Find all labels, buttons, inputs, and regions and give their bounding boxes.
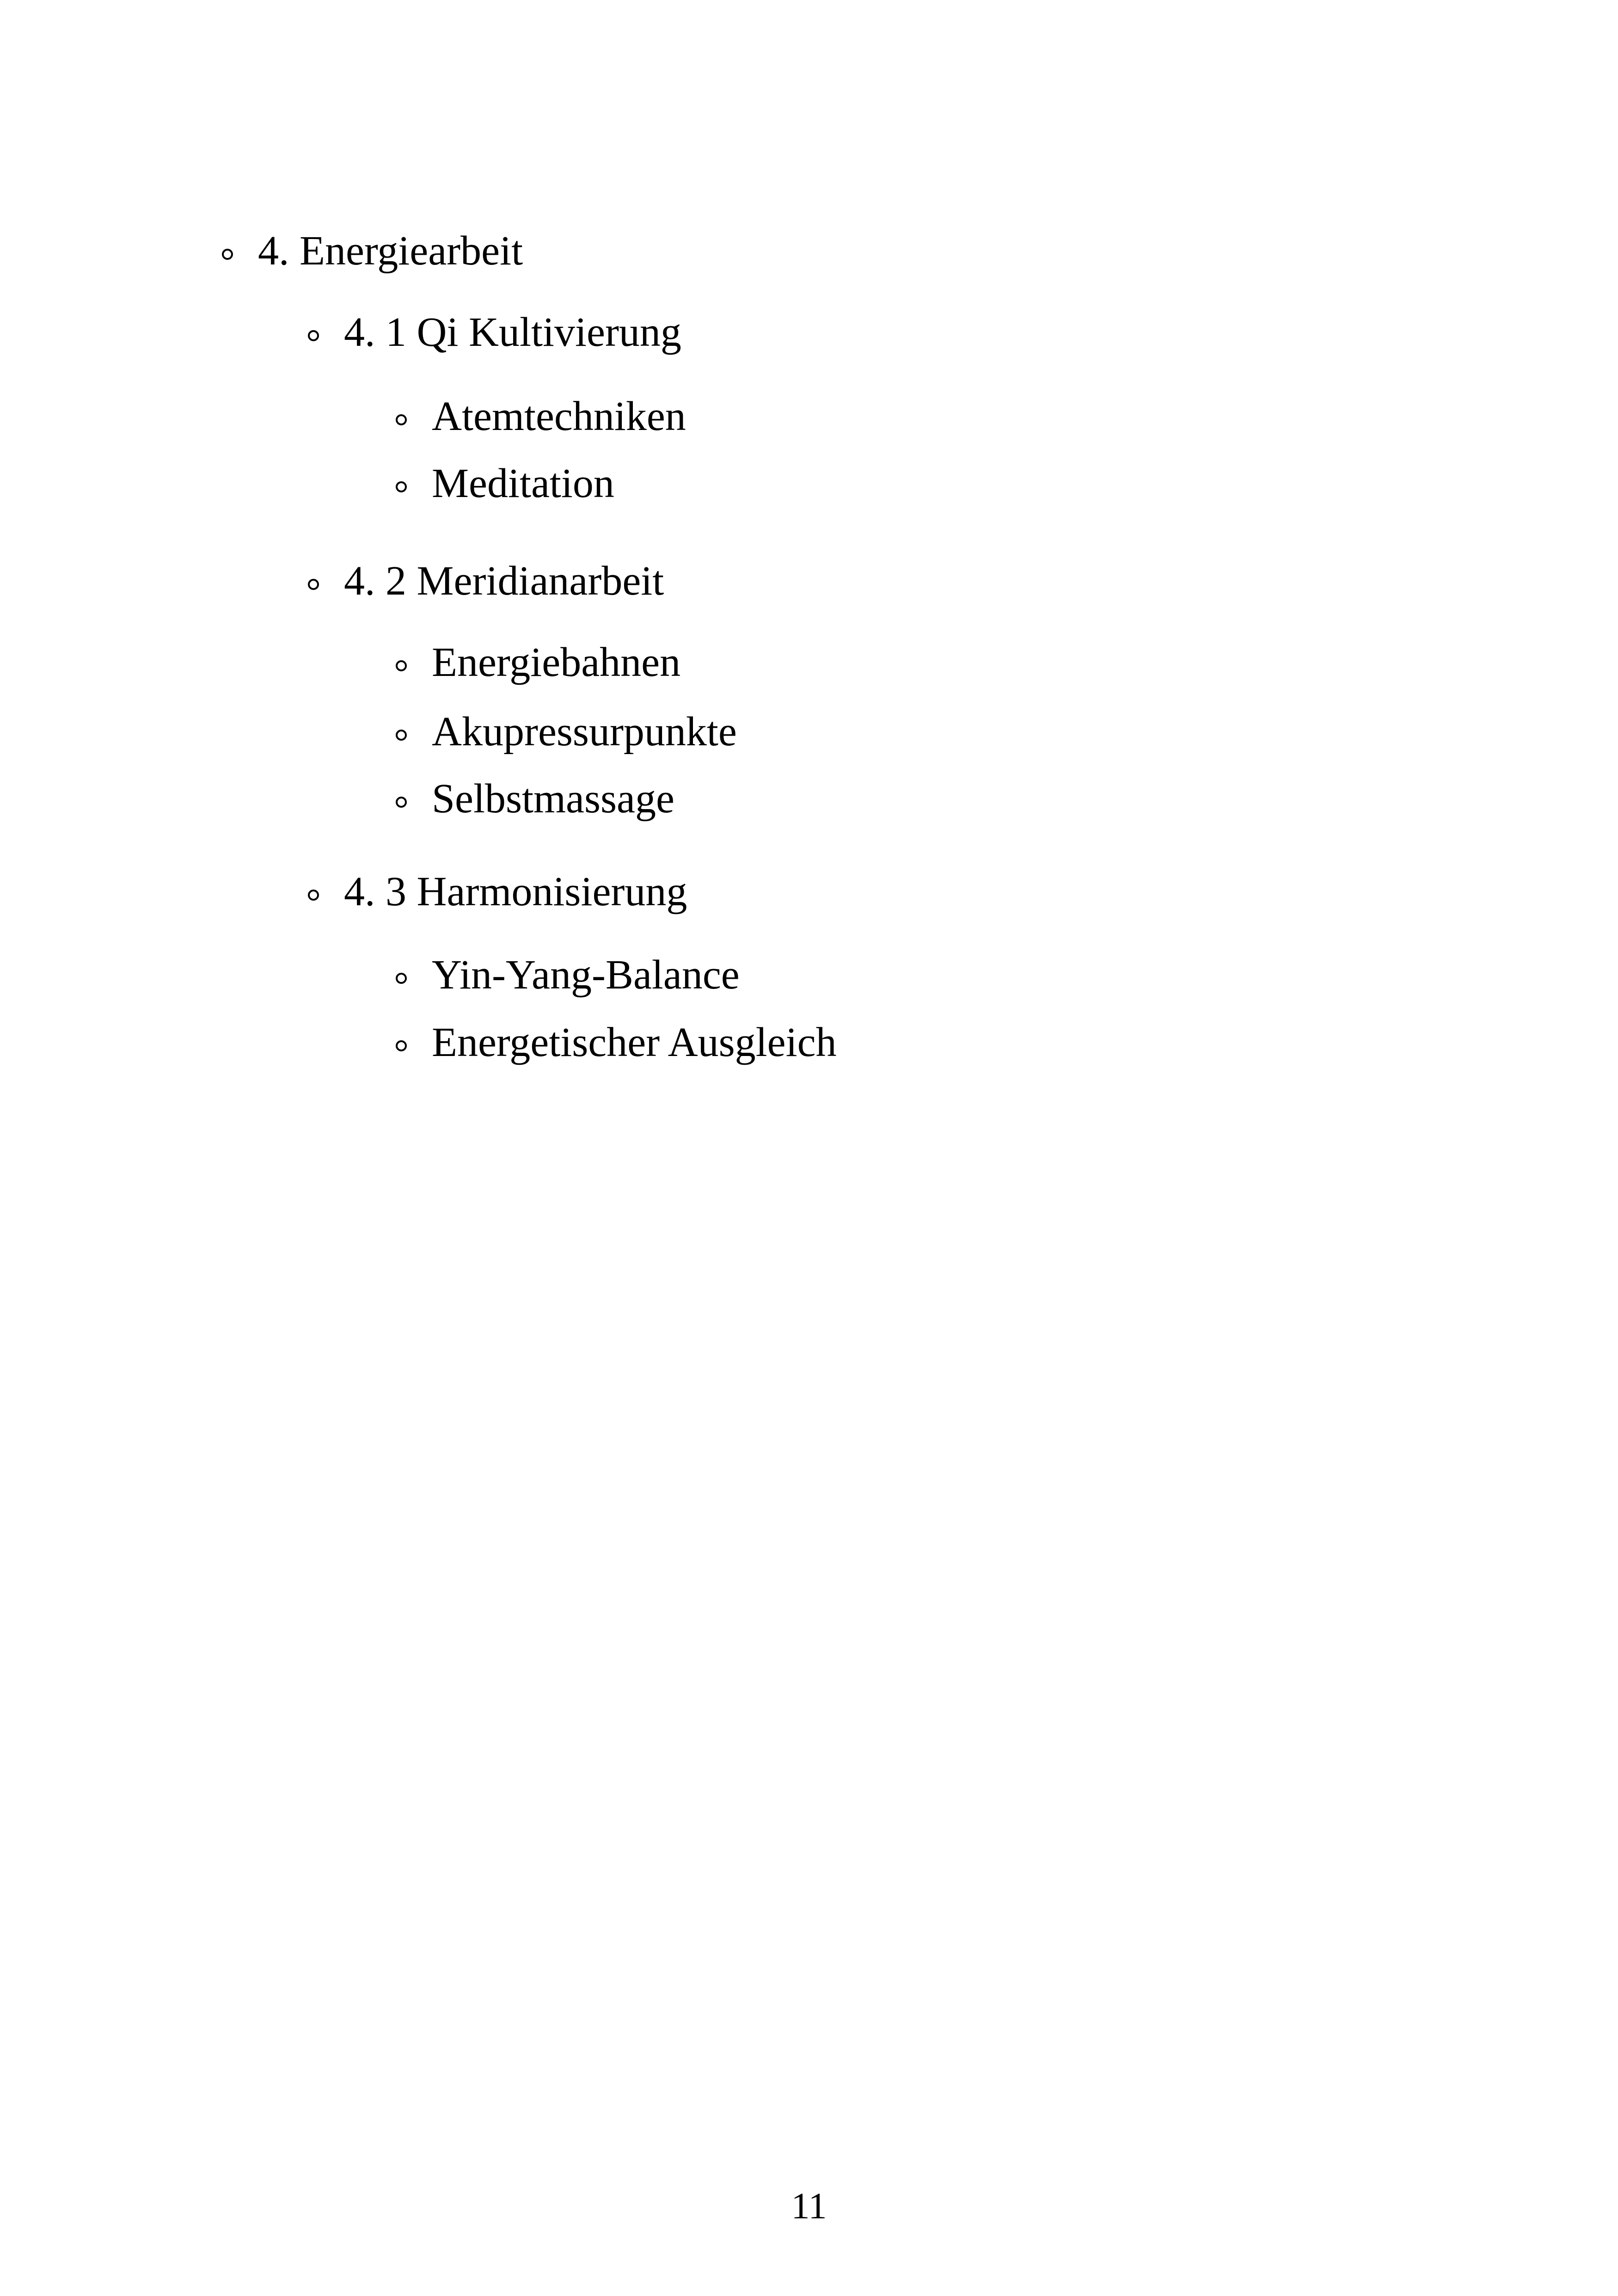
hollow-circle-icon	[396, 1040, 407, 1051]
hollow-circle-icon	[222, 249, 233, 260]
hollow-circle-icon	[396, 481, 407, 492]
outline-item-label: Selbstmassage	[432, 776, 674, 822]
outline-item-label: Energetischer Ausgleich	[432, 1019, 837, 1065]
hollow-circle-icon	[396, 797, 407, 808]
hollow-circle-icon	[308, 330, 319, 341]
outline-item-label: 4. 2 Meridianarbeit	[344, 558, 664, 604]
hollow-circle-icon	[396, 730, 407, 741]
page-number: 11	[791, 2186, 827, 2227]
outline-item-label: 4. 3 Harmonisierung	[344, 869, 687, 915]
outline-item-label: Meditation	[432, 460, 614, 506]
outline-item-label: 4. Energiearbeit	[258, 228, 523, 274]
outline-item-label: 4. 1 Qi Kultivierung	[344, 309, 681, 355]
hollow-circle-icon	[308, 890, 319, 901]
outline-item-label: Energiebahnen	[432, 639, 681, 685]
hollow-circle-icon	[396, 973, 407, 984]
outline-item-label: Yin-Yang-Balance	[432, 952, 740, 998]
outline-item-label: Atemtechniken	[432, 393, 686, 439]
outline-item-label: Akupressurpunkte	[432, 709, 737, 755]
hollow-circle-icon	[308, 579, 319, 590]
hollow-circle-icon	[396, 414, 407, 425]
hollow-circle-icon	[396, 660, 407, 671]
